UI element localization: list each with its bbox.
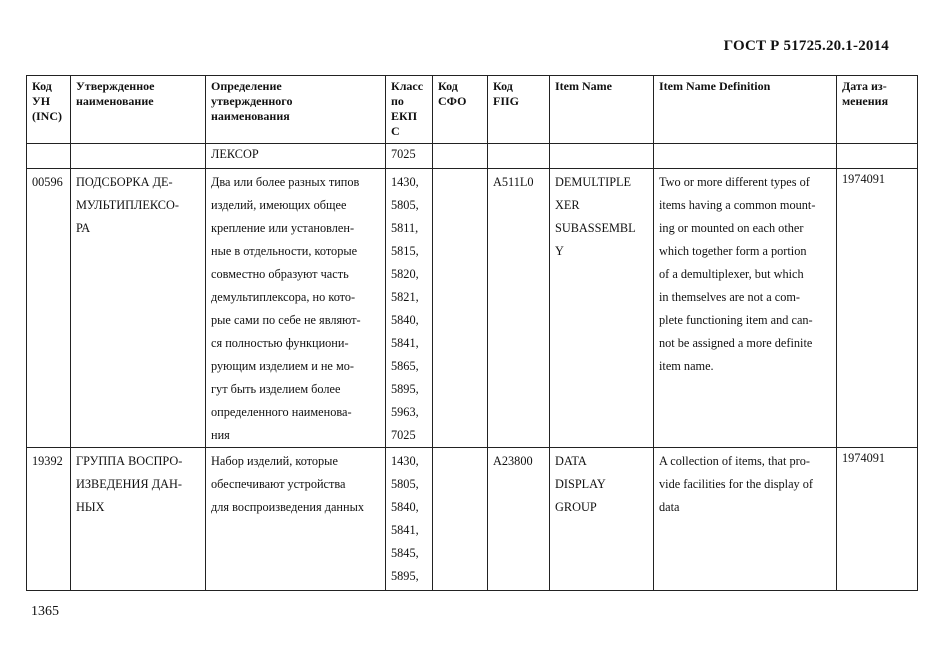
text-line: определенного наименова- [211, 405, 352, 419]
cell-inc: 19392 [27, 448, 71, 591]
cell [654, 144, 837, 169]
text-line: 7025 [391, 428, 416, 442]
text-line: of a demultiplexer, but which [659, 267, 804, 281]
text-line: 5841, [391, 523, 419, 537]
text-line: крепление или установлен- [211, 221, 355, 235]
text-line: 1430, [391, 175, 419, 189]
cell-definition: ЛЕКСОР [206, 144, 386, 169]
cell-fiig: A23800 [488, 448, 550, 591]
text-line: (INC) [32, 109, 62, 123]
text-line: совместно образуют часть [211, 267, 349, 281]
cell [71, 144, 206, 169]
text-line: DEMULTIPLE [555, 175, 632, 189]
cell-item-name [550, 448, 654, 591]
cell-item-definition [654, 169, 837, 448]
text-line: 5805, [391, 477, 419, 491]
text-line: DATA [555, 454, 587, 468]
cell-item-definition [654, 448, 837, 591]
cell-approved-name [71, 169, 206, 448]
text-line: ing or mounted on each other [659, 221, 804, 235]
text-line: ные в отдельности, которые [211, 244, 358, 258]
text-line: plete functioning item and can- [659, 313, 813, 327]
text-line: which together form a portion [659, 244, 807, 258]
cell-sfo [433, 448, 488, 591]
column-header [71, 76, 206, 144]
text-line: XER [555, 198, 580, 212]
text-line: 1430, [391, 454, 419, 468]
text-line: МУЛЬТИПЛЕКСО- [76, 198, 179, 212]
text-line: рующим изделием и не мо- [211, 359, 354, 373]
text-line: data [659, 500, 680, 514]
cell-date: 1974091 [837, 448, 918, 591]
text-line: not be assigned a more definite [659, 336, 813, 350]
text-line: 5841, [391, 336, 419, 350]
text-line: Код [438, 79, 458, 93]
text-line: vide facilities for the display of [659, 477, 814, 491]
text-line: УН [32, 94, 51, 108]
text-line: наименования [211, 109, 290, 123]
table-row [27, 169, 918, 448]
text-line: Класс [391, 79, 424, 93]
column-header [837, 76, 918, 144]
document-code: ГОСТ Р 51725.20.1-2014 [723, 38, 889, 54]
text-line: изделий, имеющих общее [211, 198, 347, 212]
text-line: 5895, [391, 569, 419, 583]
cell-definition [206, 169, 386, 448]
text-line: item name. [659, 359, 714, 373]
text-line: Утвержденное [76, 79, 155, 93]
column-header [206, 76, 386, 144]
text-line: СФО [438, 94, 467, 108]
text-line: Y [555, 244, 564, 258]
text-line: 5895, [391, 382, 419, 396]
column-header [488, 76, 550, 144]
cell-class: 7025 [386, 144, 433, 169]
cell-class [386, 169, 433, 448]
text-line: ЕКП [391, 109, 418, 123]
text-line: менения [842, 94, 889, 108]
text-line: 5805, [391, 198, 419, 212]
text-line: наименование [76, 94, 154, 108]
text-line: НЫХ [76, 500, 105, 514]
cell-date: 1974091 [837, 169, 918, 448]
cell-approved-name [71, 448, 206, 591]
text-line: 5820, [391, 267, 419, 281]
cell-fiig: A511L0 [488, 169, 550, 448]
cell-item-name [550, 169, 654, 448]
table-header-row [27, 76, 918, 144]
column-header [433, 76, 488, 144]
text-line: гут быть изделием более [211, 382, 341, 396]
nomenclature-table [26, 75, 918, 591]
text-line: FIIG [493, 94, 520, 108]
cell [837, 144, 918, 169]
text-line: РА [76, 221, 91, 235]
text-line: С [391, 124, 400, 138]
text-line: обеспечивают устройства [211, 477, 346, 491]
text-line: утвержденного [211, 94, 293, 108]
text-line: DISPLAY [555, 477, 606, 491]
text-line: ПОДСБОРКА ДЕ- [76, 175, 173, 189]
text-line: Два или более разных типов [211, 175, 360, 189]
table-row [27, 448, 918, 591]
continuation-row [27, 144, 918, 169]
text-line: 5963, [391, 405, 419, 419]
text-line: GROUP [555, 500, 597, 514]
text-line: демультиплексора, но кото- [211, 290, 356, 304]
text-line: 5840, [391, 500, 419, 514]
text-line: items having a common mount- [659, 198, 816, 212]
text-line: ся полностью функциони- [211, 336, 349, 350]
text-line: рые сами по себе не являют- [211, 313, 361, 327]
text-line: ГРУППА ВОСПРО- [76, 454, 183, 468]
cell [550, 144, 654, 169]
text-line: ния [211, 428, 230, 442]
text-line: Дата из- [842, 79, 887, 93]
text-line: Item Name [555, 79, 612, 93]
text-line: ИЗВЕДЕНИЯ ДАН- [76, 477, 182, 491]
text-line: SUBASSEMBL [555, 221, 636, 235]
text-line: 5865, [391, 359, 419, 373]
cell-class [386, 448, 433, 591]
cell-inc: 00596 [27, 169, 71, 448]
column-header [550, 76, 654, 144]
text-line: 5815, [391, 244, 419, 258]
page-number: 1365 [31, 604, 59, 619]
text-line: Item Name Definition [659, 79, 771, 93]
cell [488, 144, 550, 169]
text-line: in themselves are not a com- [659, 290, 801, 304]
text-line: 5840, [391, 313, 419, 327]
cell-sfo [433, 169, 488, 448]
text-line: Two or more different types of [659, 175, 810, 189]
text-line: по [391, 94, 404, 108]
text-line: Набор изделий, которые [211, 454, 338, 468]
cell [27, 144, 71, 169]
text-line: A collection of items, that pro- [659, 454, 810, 468]
column-header [654, 76, 837, 144]
cell-definition [206, 448, 386, 591]
column-header [386, 76, 433, 144]
text-line: Код [493, 79, 513, 93]
cell [433, 144, 488, 169]
text-line: 5821, [391, 290, 419, 304]
text-line: Определение [211, 79, 282, 93]
column-header [27, 76, 71, 144]
text-line: для воспроизведения данных [211, 500, 364, 514]
text-line: 5845, [391, 546, 419, 560]
text-line: 5811, [391, 221, 419, 235]
text-line: Код [32, 79, 52, 93]
